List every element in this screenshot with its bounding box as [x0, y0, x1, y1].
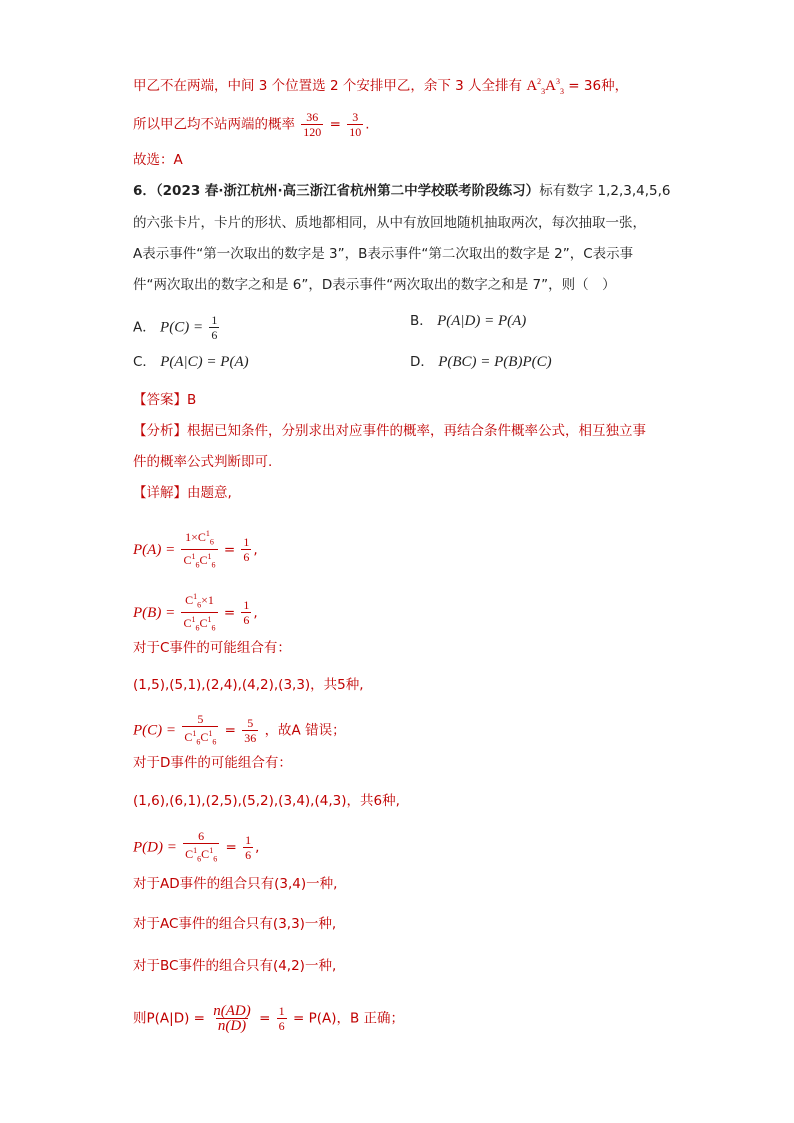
question-6-line-2: 的六张卡片，卡片的形状、质地都相同，从中有放回地随机抽取两次，每次抽取一张， [133, 215, 646, 231]
analysis-line-1: 【分析】根据已知条件，分别求出对应事件的概率，再结合条件概率公式，相互独立事 [133, 423, 646, 439]
d-list: (1,6),(6,1),(2,5),(5,2),(3,4),(4,3)，共6种, [133, 793, 400, 809]
option-b: B． P(A|D) = P(A) [410, 313, 527, 329]
detail-heading: 【详解】由题意, [133, 485, 232, 501]
formula-pa: P(A) = $\frac{1\times C^1_6}{C^1_6C^1_6}$ = $\frac{1}{6}$ , [133, 527, 258, 573]
conclusion: 则P(A|D) = $\frac{n(AD)}{n(D)}$ = $\frac{1}{6}$ = P(A)，B 正确； [133, 1003, 405, 1034]
text-line-2: 所以甲乙均不站两端的概率 $\frac{36}{120}$ = $\frac{3}{10}$ . [133, 110, 370, 139]
perm-a: $A^2_3A^3_3$ [526, 77, 564, 96]
fraction: $\frac{36}{120}$ [303, 110, 322, 139]
sentence: 所以甲乙均不站两端的概率 [133, 116, 295, 133]
question-6-line-4: 件“两次取出的数字之和是 6”，D表示事件“两次取出的数字之和是 7”，则（ ） [133, 277, 616, 293]
question-6-line-1: 6．（2023 春·浙江杭州·高三浙江省杭州第二中学校联考阶段练习）标有数字 1,2,3,4,5,6 [133, 183, 671, 199]
ad-line: 对于AD事件的组合只有(3,4)一种, [133, 876, 338, 892]
question-6-line-3: A表示事件“第一次取出的数字是 3”，B表示事件“第二次取出的数字是 2”，C表示事 [133, 246, 634, 262]
sentence: 甲乙不在两端，中间 3 个位置选 2 个安排甲乙，余下 3 人全排有 [133, 78, 523, 94]
bc-line: 对于BC事件的组合只有(4,2)一种, [133, 958, 337, 974]
analysis-line-2: 件的概率公式判断即可. [133, 454, 273, 470]
formula-pd: P(D) = $\frac{6}{C^1_6C^1_6}$ = $\frac{1}{6}$ , [133, 829, 259, 866]
c-intro: 对于C事件的可能组合有： [133, 640, 291, 656]
text-line-3: 故选：A [133, 152, 183, 168]
eq: = 36种， [568, 78, 629, 94]
option-a: A． P(C) = $\frac{1}{6}$ [133, 313, 218, 342]
d-intro: 对于D事件的可能组合有： [133, 755, 292, 771]
text-line-1 [133, 72, 628, 102]
option-d: D． P(BC) = P(B)P(C) [410, 354, 552, 370]
question-source: （2023 春·浙江杭州·高三浙江省杭州第二中学校联考阶段练习） [155, 183, 540, 199]
ac-line: 对于AC事件的组合只有(3,3)一种, [133, 916, 337, 932]
option-c: C． P(A|C) = P(A) [133, 354, 249, 370]
c-list: (1,5),(5,1),(2,4),(4,2),(3,3)，共5种, [133, 677, 364, 693]
formula-pb: P(B) = $\frac{C^1_6\times 1}{C^1_6C^1_6}$ = $\frac{1}{6}$ , [133, 590, 258, 636]
fraction: $\frac{3}{10}$ [349, 110, 362, 139]
answer: 【答案】B [133, 392, 197, 408]
formula-pc: P(C) = $\frac{5}{C^1_6C^1_6}$ = $\frac{5}{36}$ ，故A 错误； [133, 712, 346, 749]
